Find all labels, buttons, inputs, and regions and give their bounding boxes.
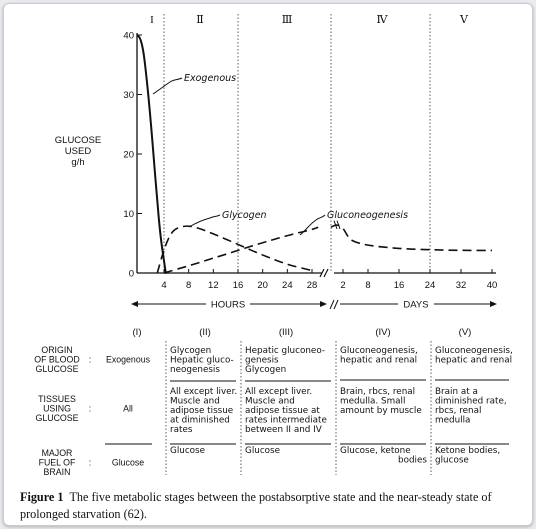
y-tick-label: 40: [123, 30, 134, 42]
table-cell-text: rates intermediate: [245, 415, 327, 426]
table-column-header: (II): [199, 327, 211, 338]
axis-break-mark: [334, 300, 338, 309]
x-tick-label-days: 24: [424, 280, 436, 291]
table-cell-text: Exogenous: [105, 354, 151, 365]
table-cell-text: Muscle and: [170, 396, 220, 407]
series-line-gluconeogenesis-days: [331, 225, 492, 250]
x-tick-label-days: 32: [455, 280, 467, 291]
table-row-label: USING: [43, 403, 71, 414]
caption-figure-label: Figure 1: [20, 490, 64, 504]
table-row-colon: :: [88, 457, 92, 468]
x-tick-label-hours: 24: [282, 280, 293, 291]
hours-arrow-head: [320, 301, 327, 307]
table-cell-text: Glucose: [170, 446, 206, 456]
table-cell-text: bodies: [398, 455, 427, 466]
table-cell-text: hepatic and renal: [340, 355, 418, 366]
table-cell-text: medulla. Small: [340, 396, 406, 407]
table-cell-text: glucose: [435, 455, 469, 466]
table-cell-text: Glycogen: [170, 346, 212, 356]
y-tick-label: 10: [123, 209, 134, 220]
table-cell-text: genesis: [245, 355, 279, 366]
table-row-label: GLUCOSE: [35, 364, 79, 374]
table-cell-text: Glycogen: [245, 365, 287, 375]
y-axis-label: GLUCOSE: [54, 135, 102, 146]
table-row-label: OF BLOOD: [34, 354, 80, 365]
annotation-gluconeogenesis: Gluconeogenesis: [327, 210, 409, 221]
table-cell-text: diminished rate,: [435, 396, 507, 407]
figure-svg: [4, 4, 532, 489]
table-cell-text: Muscle and: [245, 396, 295, 407]
table-cell-text: rates: [170, 425, 193, 435]
table-row-label: BRAIN: [43, 467, 71, 477]
table-cell-text: All except liver.: [170, 387, 238, 397]
annotation-leader-line: [189, 215, 220, 227]
annotation-leader-line: [153, 78, 182, 94]
table-cell-text: Glucose: [111, 457, 145, 468]
y-tick-label: 20: [123, 149, 134, 161]
table-cell-text: at diminished: [170, 415, 230, 426]
caption-text: The five metabolic stages between the postabsorptive state and the near-steady state of prolonged starvation (62).: [20, 490, 492, 521]
table-column-header: (IV): [375, 327, 391, 338]
table-cell-text: Glucose, ketone: [340, 446, 411, 456]
figure-frame: [3, 3, 533, 526]
table-cell-text: All except liver.: [245, 387, 313, 397]
table-column-header: (III): [278, 327, 294, 338]
table-column-header: (I): [132, 327, 142, 338]
table-cell-text: Ketone bodies,: [435, 446, 501, 456]
table-cell-text: adipose tissue: [170, 406, 234, 416]
x-axis-label-days: DAYS: [403, 299, 429, 311]
stage-numeral-3: Ⅲ: [281, 14, 293, 26]
y-tick-label: 30: [123, 90, 134, 101]
axis-break-mark: [330, 300, 334, 309]
x-tick-label-days: 8: [365, 280, 371, 291]
axis-break-mark: [324, 269, 328, 277]
x-tick-label-days: 2: [340, 280, 346, 291]
table-column-header: (V): [458, 327, 472, 338]
table-cell-text: Glucose: [245, 446, 281, 456]
table-cell-text: rbcs, renal: [435, 406, 482, 416]
table-cell-text: medulla: [435, 415, 471, 426]
table-cell-text: All: [123, 403, 133, 414]
x-tick-label-days: 40: [486, 280, 498, 291]
table-cell-text: Gluconeogenesis,: [340, 346, 418, 356]
table-row-label: GLUCOSE: [35, 413, 79, 423]
x-axis-label-hours: HOURS: [210, 299, 246, 311]
annotation-glycogen: Glycogen: [222, 210, 267, 221]
table-cell-text: between II and IV: [245, 425, 322, 435]
x-tick-label-hours: 28: [306, 280, 318, 291]
stage-numeral-2: Ⅱ: [196, 14, 204, 26]
stage-numeral-4: Ⅳ: [376, 14, 388, 26]
table-row-colon: :: [88, 403, 92, 414]
x-tick-label-hours: 20: [257, 280, 268, 291]
y-axis-label: g/h: [71, 157, 85, 168]
table-cell-text: adipose tissue at: [245, 406, 320, 416]
days-arrow-head: [490, 301, 497, 307]
series-line-glycogen-hours: [157, 226, 312, 273]
table-cell-text: Brain at a: [435, 387, 478, 397]
table-row-label: MAJOR: [41, 448, 73, 458]
figure-caption: [20, 489, 525, 523]
table-cell-text: Hepatic gluconeo-: [245, 346, 326, 356]
hours-arrow-head: [131, 301, 138, 307]
table-cell-text: amount by muscle: [340, 406, 422, 416]
stage-numeral-5: Ⅴ: [460, 14, 468, 26]
y-axis-label: USED: [64, 146, 92, 157]
table-row-label: ORIGIN: [41, 345, 73, 355]
y-tick-label: 0: [128, 268, 134, 280]
table-cell-text: Brain, rbcs, renal: [340, 387, 416, 397]
table-cell-text: Hepatic gluco-: [170, 355, 234, 366]
table-row-label: TISSUES: [38, 394, 76, 404]
table-cell-text: neogenesis: [170, 365, 220, 375]
x-tick-label-hours: 16: [232, 280, 244, 291]
table-cell-text: hepatic and renal: [435, 355, 513, 366]
annotation-exogenous: Exogenous: [184, 73, 237, 84]
annotation-leader-line: [300, 215, 325, 235]
table-row-colon: :: [88, 354, 92, 365]
table-row-label: FUEL OF: [38, 457, 76, 468]
stage-numeral-1: I: [150, 14, 154, 26]
x-tick-label-hours: 12: [208, 280, 219, 291]
table-cell-text: Gluconeogenesis,: [435, 346, 513, 356]
x-tick-label-hours: 8: [186, 280, 192, 291]
x-tick-label-hours: 4: [161, 280, 167, 291]
x-tick-label-days: 16: [393, 280, 405, 291]
